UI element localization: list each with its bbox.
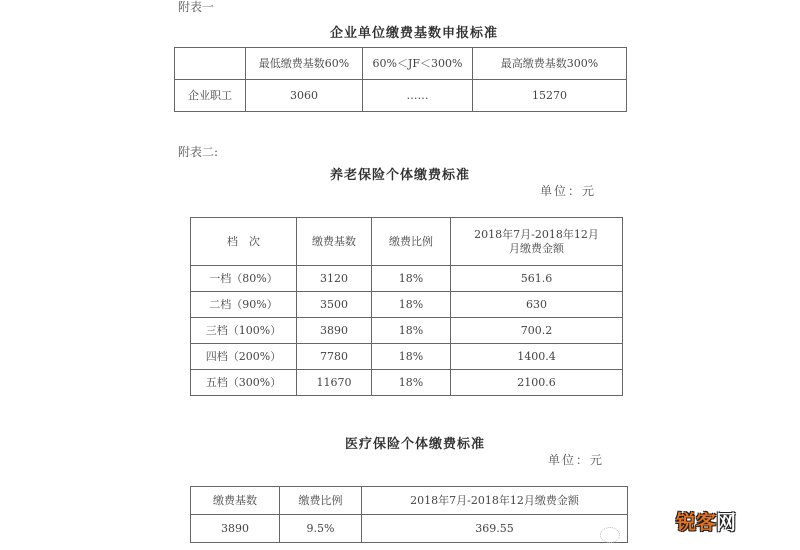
table-cell: …… (363, 80, 473, 112)
table-cell: 18% (372, 370, 451, 396)
table-row (175, 80, 627, 112)
pension-title: 养老保险个体缴费标准 (330, 168, 471, 183)
watermark-part2: 网 (716, 510, 736, 534)
header-amount-line1: 2018年7月-2018年12月 (474, 227, 599, 241)
table-cell: 2100.6 (451, 370, 623, 396)
header-amount-line2: 月缴费金额 (509, 241, 564, 255)
medical-unit: 单位：元 (548, 453, 605, 467)
table-cell: 18% (372, 292, 451, 318)
table-cell: 18% (372, 266, 451, 292)
table-cell: 15270 (473, 80, 627, 112)
medical-table (190, 486, 628, 543)
header-cell: 缴费比例 (280, 487, 362, 515)
table-cell: 五档（300%） (191, 370, 297, 396)
table-row (191, 344, 623, 370)
table-cell: 11670 (297, 370, 372, 396)
header-cell (175, 48, 246, 80)
table-cell: 3120 (297, 266, 372, 292)
table-header-row (175, 48, 627, 80)
watermark-part1: 锐客 (676, 510, 716, 534)
table-cell: 561.6 (451, 266, 623, 292)
appendix1-title: 企业单位缴费基数申报标准 (330, 26, 499, 41)
table-cell: 3890 (297, 318, 372, 344)
table-cell: 企业职工 (175, 80, 246, 112)
appendix2-label: 附表二: (178, 145, 219, 159)
table-cell: 3060 (246, 80, 363, 112)
table-header-row (191, 487, 628, 515)
table-cell: 一档（80%） (191, 266, 297, 292)
table-cell: 3890 (191, 515, 280, 543)
table-cell: 369.55 (362, 515, 628, 543)
header-cell: 2018年7月-2018年12月缴费金额 (362, 487, 628, 515)
site-watermark (676, 506, 736, 535)
table-header-row (191, 218, 623, 266)
table-row (191, 292, 623, 318)
table-cell: 1400.4 (451, 344, 623, 370)
header-cell: 缴费基数 (297, 218, 372, 266)
table-row (191, 266, 623, 292)
pension-table (190, 217, 623, 396)
pension-unit: 单位：元 (540, 184, 597, 198)
header-cell: 最高缴费基数300% (473, 48, 627, 80)
table-cell: 630 (451, 292, 623, 318)
table-cell: 18% (372, 344, 451, 370)
appendix1-label: 附表一 (178, 0, 215, 14)
table-cell: 三档（100%） (191, 318, 297, 344)
header-cell: 60%＜JF＜300% (363, 48, 473, 80)
header-cell: 最低缴费基数60% (246, 48, 363, 80)
table-cell: 18% (372, 318, 451, 344)
table-cell: 四档（200%） (191, 344, 297, 370)
table-cell: 3500 (297, 292, 372, 318)
table-row (191, 370, 623, 396)
wechat-logo-icon (600, 527, 620, 543)
header-cell: 档 次 (191, 218, 297, 266)
table-row (191, 318, 623, 344)
header-cell: 缴费基数 (191, 487, 280, 515)
table-cell: 9.5% (280, 515, 362, 543)
table-cell: 700.2 (451, 318, 623, 344)
header-cell: 缴费比例 (372, 218, 451, 266)
table-row (191, 515, 628, 543)
medical-title: 医疗保险个体缴费标准 (345, 437, 486, 452)
table-cell: 7780 (297, 344, 372, 370)
enterprise-base-table (174, 47, 627, 112)
header-cell-amount (451, 218, 623, 266)
table-cell: 二档（90%） (191, 292, 297, 318)
